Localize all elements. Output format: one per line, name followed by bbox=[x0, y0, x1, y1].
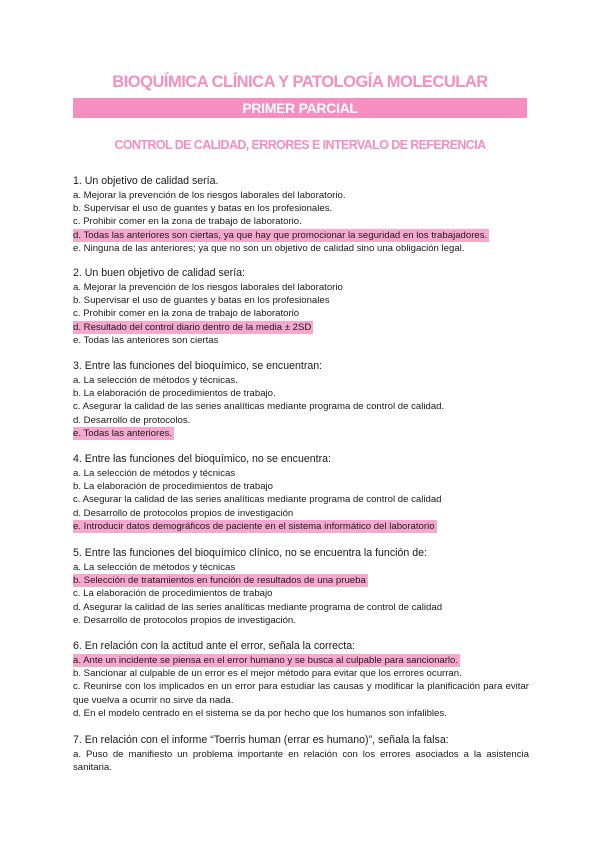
question-stem: 4. Entre las funciones del bioquímico, no se encuentra: bbox=[73, 453, 331, 465]
question-stem: 2. Un buen objetivo de calidad sería: bbox=[73, 267, 245, 279]
answer-option: b. La elaboración de procedimientos de trabajo. bbox=[73, 388, 276, 400]
answer-option: e. Todas las anteriores son ciertas bbox=[73, 334, 219, 346]
question-stem: 5. Entre las funciones del bioquímico clínico, no se encuentra la función de: bbox=[73, 547, 427, 559]
section-band bbox=[73, 98, 527, 118]
answer-option: c. La elaboración de procedimientos de trabajo bbox=[73, 588, 273, 600]
question-block bbox=[73, 639, 529, 720]
question-block bbox=[73, 174, 529, 255]
answer-option: a. Mejorar la prevención de los riesgos laborales del laboratorio bbox=[73, 282, 343, 293]
answer-option: a. La selección de métodos y técnicas bbox=[73, 468, 236, 479]
question-block bbox=[73, 733, 529, 774]
answer-option: d. Desarrollo de protocolos propios de investigación bbox=[73, 507, 294, 519]
answer-option: c. Prohibir comer en la zona de trabajo de laboratorio. bbox=[73, 216, 302, 228]
answer-option: a. Puso de manifiesto un problema importante en relación con los errores asociados a la asistencia sanitaria. bbox=[73, 749, 529, 774]
question-block bbox=[73, 452, 529, 533]
answer-option-highlighted: b. Selección de tratamientos en función de resultados de una prueba bbox=[73, 575, 366, 587]
question-stem: 6. En relación con la actitud ante el error, señala la correcta: bbox=[73, 640, 356, 652]
answer-option: d. Asegurar la calidad de las series analíticas mediante programa de control de calidad bbox=[73, 601, 443, 613]
question-block bbox=[73, 359, 529, 440]
answer-option: c. Prohibir comer en la zona de trabajo de laboratorio bbox=[73, 308, 300, 320]
section-band-label: PRIMER PARCIAL bbox=[242, 100, 358, 116]
answer-option: c. Asegurar la calidad de las series analíticas mediante programa de control de calidad bbox=[73, 494, 442, 506]
answer-option: c. Asegurar la calidad de las series analíticas mediante programa de control de calidad. bbox=[73, 401, 445, 413]
question-block bbox=[73, 546, 529, 627]
question-stem: 3. Entre las funciones del bioquímico, se encuentran: bbox=[73, 360, 323, 372]
question-stem: 7. En relación con el informe “Toerris human (errar es humano)”, señala la falsa: bbox=[73, 734, 449, 746]
answer-option-highlighted: e. Introducir datos demográficos de paciente en el sistema informático del laboratorio bbox=[73, 520, 435, 532]
section-subtitle: CONTROL DE CALIDAD, ERRORES E INTERVALO DE REFERENCIA bbox=[114, 138, 486, 152]
question-block bbox=[73, 266, 529, 347]
answer-option-highlighted: e. Todas las anteriores. bbox=[73, 427, 173, 439]
answer-option: b. La elaboración de procedimientos de trabajo bbox=[73, 481, 274, 493]
answer-option-highlighted: a. Ante un incidente se piensa en el error humano y se busca al culpable para sancionarlo. bbox=[73, 655, 459, 666]
answer-option: b. Sancionar al culpable de un error es el mejor método para evitar que los errores ocurran. bbox=[73, 668, 462, 680]
answer-option-highlighted: d. Todas las anteriores son ciertas, ya que hay que promocionar la seguridad en los trabajadores. bbox=[73, 229, 488, 241]
answer-option: e. Ninguna de las anteriores; ya que no son un objetivo de calidad sino una obligación legal. bbox=[73, 242, 465, 254]
answer-option: b. Supervisar el uso de guantes y batas en los profesionales. bbox=[73, 203, 333, 215]
answer-option: d. En el modelo centrado en el sistema se da por hecho que los humanos son infalibles. bbox=[73, 707, 447, 719]
document-title: BIOQUÍMICA CLÍNICA Y PATOLOGÍA MOLECULAR bbox=[112, 73, 488, 91]
question-stem: 1. Un objetivo de calidad sería. bbox=[73, 175, 219, 187]
answer-option: e. Desarrollo de protocolos propios de investigación. bbox=[73, 614, 296, 626]
answer-option: d. Desarrollo de protocolos. bbox=[73, 414, 191, 426]
answer-option: a. Mejorar la prevención de los riesgos laborales del laboratorio. bbox=[73, 190, 346, 201]
answer-option: a. La selección de métodos y técnicas bbox=[73, 562, 236, 573]
answer-option-highlighted: d. Resultado del control diario dentro de la media ± 2SD bbox=[73, 321, 312, 333]
answer-option: b. Supervisar el uso de guantes y batas en los profesionales bbox=[73, 295, 330, 307]
answer-option: a. La selección de métodos y técnicas. bbox=[73, 375, 238, 386]
answer-option: c. Reunirse con los implicados en un error para estudiar las causas y modificar la planificación para evitar que vuelva a ocurrir no sirve da nada. bbox=[73, 681, 529, 706]
